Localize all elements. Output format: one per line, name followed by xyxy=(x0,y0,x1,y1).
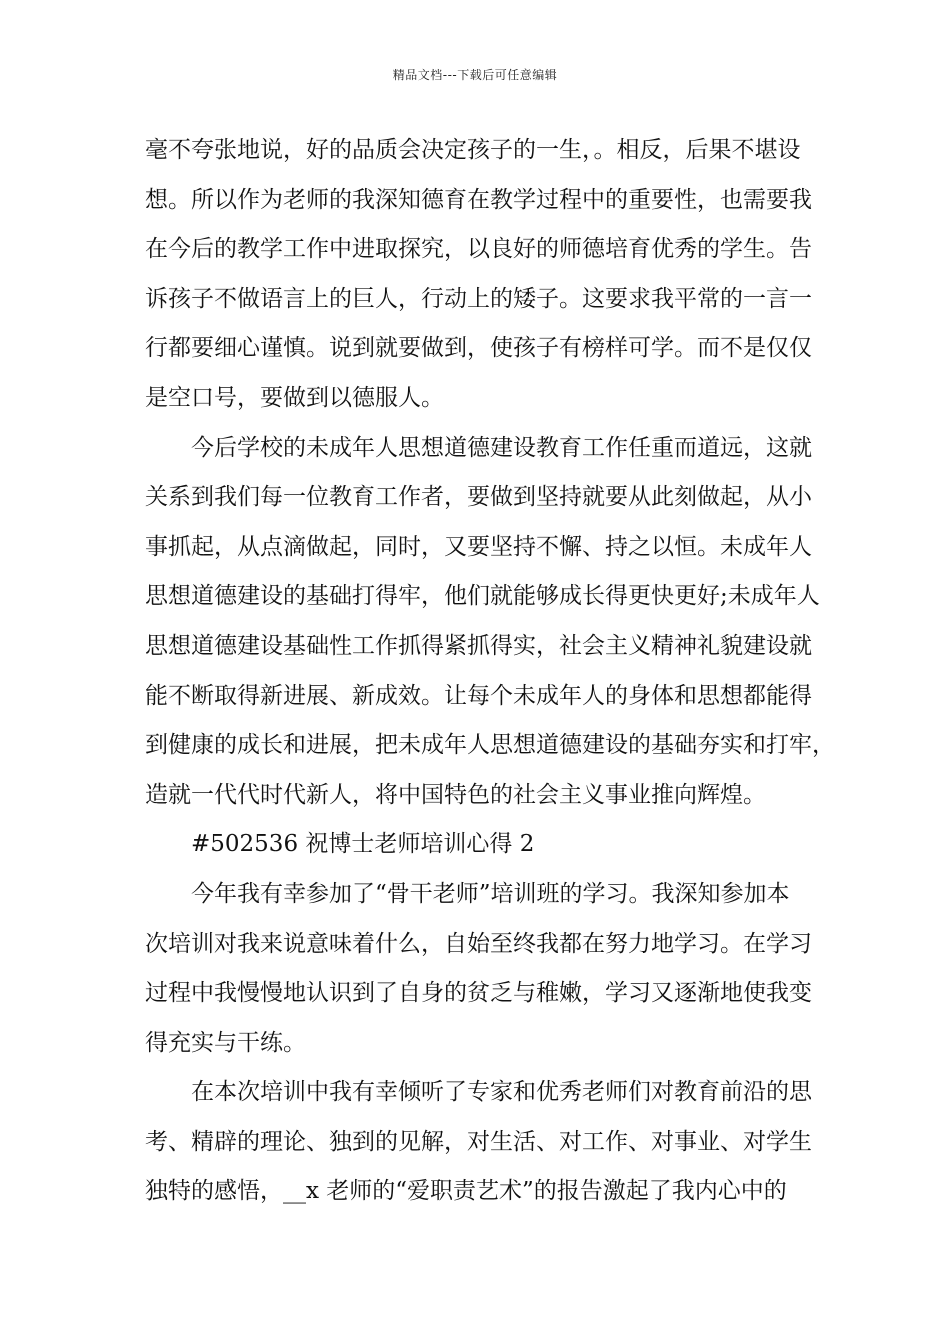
body-line: 在今后的教学工作中进取探究，以良好的师德培育优秀的学生。告 xyxy=(145,236,812,263)
body-line: 过程中我慢慢地认识到了自身的贫乏与稚嫩，学习又逐渐地使我变 xyxy=(145,980,812,1007)
body-line: 行都要细心谨慎。说到就要做到，使孩子有榜样可学。而不是仅仅 xyxy=(145,335,812,362)
body-line: 今年我有幸参加了“骨干老师”培训班的学习。我深知参加本 xyxy=(191,880,790,907)
body-line: 能不断取得新进展、新成效。让每个未成年人的身体和思想都能得 xyxy=(145,682,812,709)
body-line: 今后学校的未成年人思想道德建设教育工作任重而道远，这就 xyxy=(191,434,812,461)
body-line: 毫不夸张地说，好的品质会决定孩子的一生，。相反，后果不堪设 xyxy=(145,137,801,163)
page-header: 精品文档---下载后可任意编辑 xyxy=(392,68,558,82)
section-heading: #502536 祝博士老师培训心得 2 xyxy=(191,831,535,858)
document-body xyxy=(145,126,835,1217)
body-line: 思想道德建设的基础打得牢，他们就能够成长得更快更好;未成年人 xyxy=(145,583,820,610)
body-line: 思想道德建设基础性工作抓得紧抓得实，社会主义精神礼貌建设就 xyxy=(145,632,812,659)
body-line: 到健康的成长和进展，把未成年人思想道德建设的基础夯实和打牢， xyxy=(145,732,835,759)
body-line: 独特的感悟，__x 老师的“爱职责艺术”的报告激起了我内心中的 xyxy=(145,1178,787,1205)
body-line: 事抓起，从点滴做起，同时，又要坚持不懈、持之以恒。未成年人 xyxy=(145,533,812,560)
body-line: 关系到我们每一位教育工作者，要做到坚持就要从此刻做起，从小 xyxy=(145,484,812,511)
body-line: 想。所以作为老师的我深知德育在教学过程中的重要性，也需要我 xyxy=(145,186,812,213)
body-line: 造就一代代时代新人，将中国特色的社会主义事业推向辉煌。 xyxy=(145,781,766,808)
body-line: 考、精辟的理论、独到的见解，对生活、对工作、对事业、对学生 xyxy=(145,1128,812,1155)
body-line: 是空口号，要做到以德服人。 xyxy=(145,384,444,411)
body-line: 诉孩子不做语言上的巨人，行动上的矮子。这要求我平常的一言一 xyxy=(145,285,812,312)
body-line: 在本次培训中我有幸倾听了专家和优秀老师们对教育前沿的思 xyxy=(191,1079,812,1106)
body-line: 次培训对我来说意味着什么，自始至终我都在努力地学习。在学习 xyxy=(145,930,812,957)
body-line: 得充实与干练。 xyxy=(145,1029,306,1056)
